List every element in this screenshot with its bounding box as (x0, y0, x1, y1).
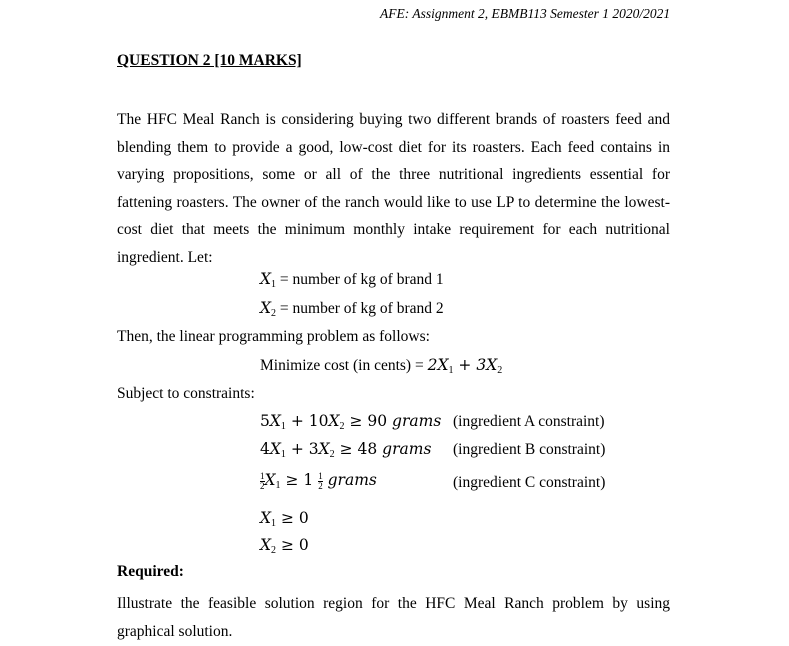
variable-x2-text: = number of kg of brand 2 (279, 300, 444, 317)
constraint-b-note: (ingredient B constraint) (453, 441, 606, 458)
intro-text: The HFC Meal Ranch is considering buying two different brands of roasters feed and blending them to provide a good, low-cost diet for its roasters. Each feed contains in varying propositions, some or all of the three nutritional ingredients essential for fattening roasters. The owner of the ranch would like to use LP to determine the lowest-cost diet that meets the minimum monthly intake requirement for each nutritional ingredient. Let: (117, 111, 670, 266)
nonneg-x2: $X_2 \ge 0$ (260, 536, 309, 556)
constraint-b-expression: $4X_1 + 3X_2 \ge 48$ grams (260, 440, 432, 460)
subject-to-label: Subject to constraints: (117, 385, 255, 402)
variable-x2-definition: $X_2$ = number of kg of brand 2 (260, 299, 444, 319)
constraint-a-unit: grams (392, 412, 442, 430)
constraint-a-expression: $5X_1 + 10X_2 \ge 90$ grams (260, 412, 442, 432)
constraint-b-unit: grams (382, 440, 432, 458)
objective-label: Minimize cost (in cents) = (260, 357, 424, 374)
constraint-c-unit: grams (327, 471, 377, 489)
required-text: Illustrate the feasible solution region for the HFC Meal Ranch problem by using graphical solution. (117, 595, 670, 640)
nonneg-x1: $X_1 \ge 0$ (260, 509, 309, 529)
constraint-c-expression: $\frac{1}{2}$ $X_1 \ge 1$ $\frac{1}{2}$ grams (260, 470, 377, 491)
variable-x1-definition: $X_1$ = number of kg of brand 1 (260, 270, 444, 290)
then-text: Then, the linear programming problem as follows: (117, 328, 430, 345)
intro-paragraph (117, 106, 670, 271)
constraint-a-note: (ingredient A constraint) (453, 413, 605, 430)
constraint-c-note: (ingredient C constraint) (453, 474, 606, 491)
page-header: AFE: Assignment 2, EBMB113 Semester 1 2020/2021 (380, 6, 671, 21)
objective-function: Minimize cost (in cents) = $2X_1 + 3X_2$ (260, 356, 503, 376)
variable-x1-text: = number of kg of brand 1 (279, 271, 444, 288)
question-title: QUESTION 2 [10 MARKS] (117, 52, 302, 69)
required-label: Required: (117, 563, 184, 580)
